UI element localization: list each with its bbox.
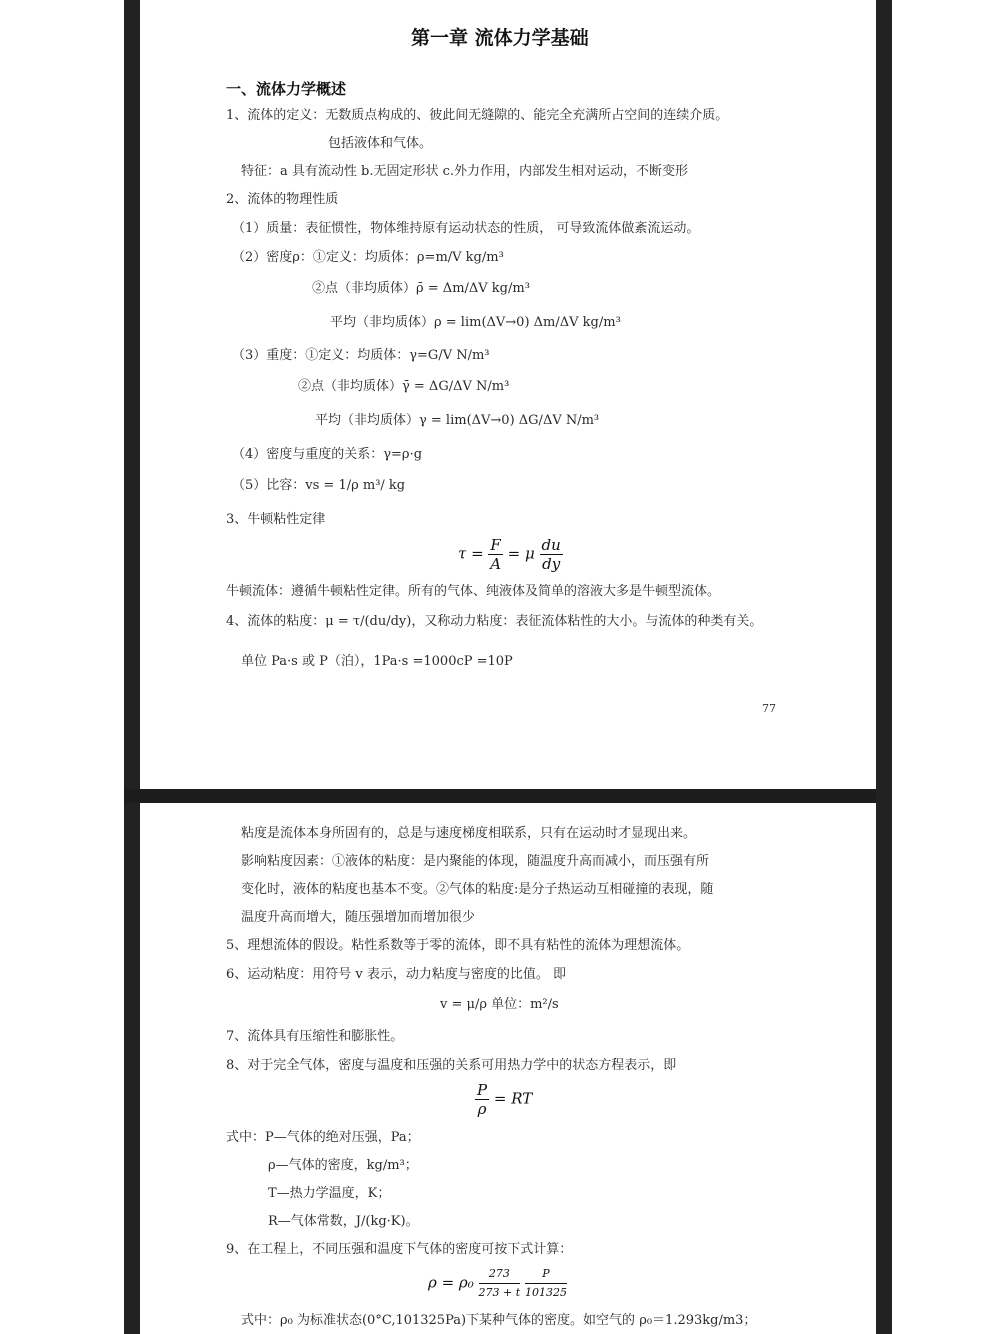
text-line: ②点（非均质体）ρ̄ = Δm/ΔV kg/m³ xyxy=(312,281,530,296)
text-line: 4、流体的粘度：μ = τ/(du/dy)，又称动力粘度：表征流体粘性的大小。与流体的种类有关。 xyxy=(226,614,763,629)
right-margin xyxy=(876,0,1000,1334)
text-line: 5、理想流体的假设。粘性系数等于零的流体，即不具有粘性的流体为理想流体。 xyxy=(226,938,690,953)
chapter-title: 第一章 流体力学基础 xyxy=(411,27,589,49)
text-line: 9、在工程上，不同压强和温度下气体的密度可按下式计算： xyxy=(226,1242,573,1257)
text-line: ρ—气体的密度，kg/m³； xyxy=(268,1158,418,1173)
text-line: 影响粘度因素：①液体的粘度：是内聚能的体现，随温度升高而减小，而压强有所 xyxy=(241,854,710,869)
fraction-numerator: P xyxy=(477,1081,488,1099)
text-line: 8、对于完全气体，密度与温度和压强的关系可用热力学中的状态方程表示，即 xyxy=(226,1058,677,1073)
text-line: 2、流体的物理性质 xyxy=(226,192,339,207)
fraction-denominator: dy xyxy=(542,555,561,573)
text-line: v = μ/ρ 单位：m²/s xyxy=(440,997,559,1012)
state-equation-formula xyxy=(475,1081,532,1118)
text-line: 单位 Pa·s 或 P（泊），1Pa·s =1000cP =10P xyxy=(241,654,513,669)
text-line: （1）质量：表征惯性，物体维持原有运动状态的性质， 可导致流体做紊流运动。 xyxy=(232,221,700,236)
fraction xyxy=(540,536,563,573)
formula-lhs: τ = xyxy=(458,544,484,563)
text-line: 粘度是流体本身所固有的，总是与速度梯度相联系，只有在运动时才显现出来。 xyxy=(241,826,697,841)
text-line: ②点（非均质体）γ̄ = ΔG/ΔV N/m³ xyxy=(298,379,510,394)
fraction xyxy=(525,1265,567,1302)
text-line: （4）密度与重度的关系：γ=ρ·g xyxy=(232,447,423,462)
text-line: 温度升高而增大，随压强增加而增加很少 xyxy=(241,910,476,925)
document-page-2 xyxy=(140,803,860,1334)
text-line: （3）重度：①定义：均质体：γ=G/V N/m³ xyxy=(232,348,490,363)
right-dark-border xyxy=(876,0,892,1334)
text-line: 式中：P—气体的绝对压强，Pa； xyxy=(226,1130,420,1145)
text-line: 平均（非均质体）γ = lim(ΔV→0) ΔG/ΔV N/m³ xyxy=(315,413,600,428)
fraction-numerator: 273 xyxy=(479,1265,521,1284)
fraction-numerator: P xyxy=(525,1265,567,1284)
fraction xyxy=(475,1081,489,1118)
text-line: 1、流体的定义：无数质点构成的、彼此间无缝隙的、能完全充满所占空间的连续介质。 xyxy=(226,108,729,123)
text-line: 牛顿流体：遵循牛顿粘性定律。所有的气体、纯液体及简单的溶液大多是牛顿型流体。 xyxy=(226,584,721,599)
fraction-denominator: A xyxy=(490,555,502,573)
page-separator xyxy=(124,789,876,803)
formula-middle: = μ xyxy=(507,544,535,563)
fraction-denominator: 273 + t xyxy=(478,1286,521,1299)
text-line: （2）密度ρ：①定义：均质体：ρ=m/V kg/m³ xyxy=(232,250,504,265)
fraction xyxy=(488,536,502,573)
text-line: 变化时，液体的粘度也基本不变。②气体的粘度:是分子热运动互相碰撞的表现，随 xyxy=(241,882,714,897)
text-line: T—热力学温度，K； xyxy=(268,1186,391,1201)
left-margin xyxy=(0,0,140,1334)
document-page-1 xyxy=(140,0,860,789)
fraction-numerator: F xyxy=(490,536,501,554)
gas-density-formula xyxy=(428,1265,567,1302)
fraction xyxy=(479,1265,521,1302)
text-line: （5）比容：vs = 1/ρ m³/ kg xyxy=(232,478,406,493)
fraction-denominator: ρ xyxy=(477,1100,487,1118)
text-line: 平均（非均质体）ρ = lim(ΔV→0) Δm/ΔV kg/m³ xyxy=(330,315,621,330)
text-line: 式中：ρ₀ 为标准状态(0°C,101325Pa)下某种气体的密度。如空气的 ρ₀＝1.293kg/m3； xyxy=(241,1313,757,1328)
fraction-numerator: du xyxy=(541,536,561,554)
page-number: 77 xyxy=(762,702,776,715)
newton-viscosity-formula xyxy=(458,536,563,573)
text-line: 特征：a 具有流动性 b.无固定形状 c.外力作用，内部发生相对运动，不断变形 xyxy=(241,164,689,179)
formula-lhs: ρ = ρ₀ xyxy=(428,1273,474,1292)
section-heading: 一、流体力学概述 xyxy=(226,80,347,98)
left-dark-border xyxy=(124,0,140,1334)
text-line: 7、流体具有压缩性和膨胀性。 xyxy=(226,1029,404,1044)
fraction-denominator: 101325 xyxy=(524,1286,567,1299)
text-line: 6、运动粘度：用符号 v 表示，动力粘度与密度的比值。 即 xyxy=(226,967,567,982)
text-line: 3、牛顿粘性定律 xyxy=(226,512,326,527)
text-line: R—气体常数，J/(kg·K)。 xyxy=(268,1214,419,1229)
formula-rhs: = RT xyxy=(493,1089,533,1108)
text-line: 包括液体和气体。 xyxy=(328,136,433,151)
